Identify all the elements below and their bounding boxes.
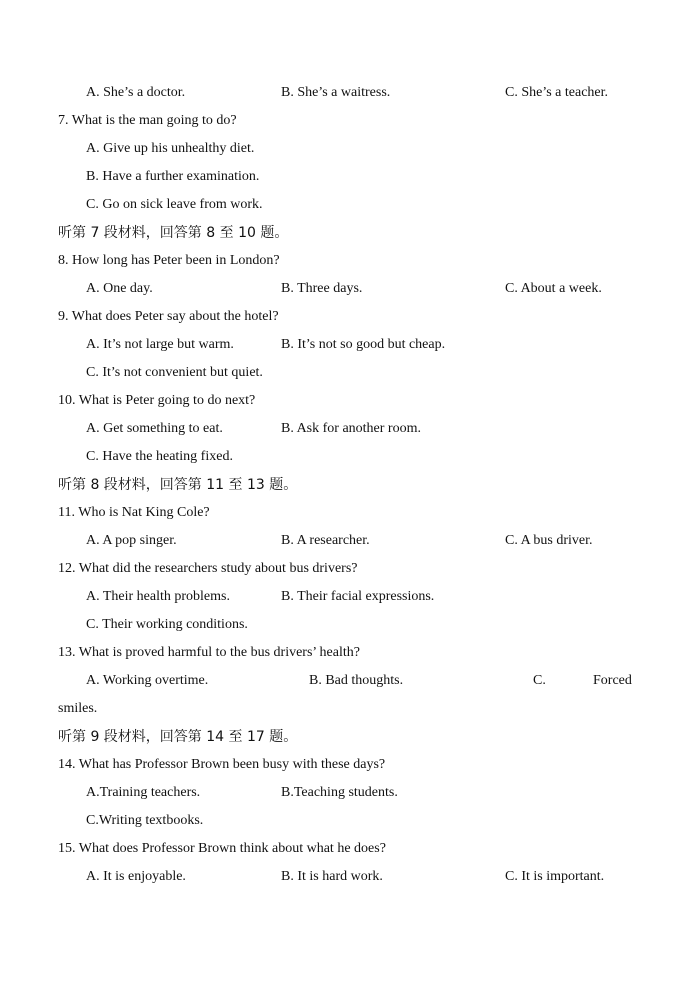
q14-option-b: B.Teaching students. (281, 785, 398, 800)
q11-option-a: A. A pop singer. (86, 533, 177, 548)
q13-option-c-text: Forced (593, 673, 632, 688)
q9-option-a: A. It’s not large but warm. (86, 337, 234, 352)
q11-option-c: C. A bus driver. (505, 533, 593, 548)
q9-option-c: C. It’s not convenient but quiet. (86, 365, 263, 380)
q13-option-c-letter: C. (533, 673, 546, 688)
q12-option-a: A. Their health problems. (86, 589, 230, 604)
q14-option-c: C.Writing textbooks. (86, 813, 204, 828)
q12-question: 12. What did the researchers study about bus drivers? (58, 561, 358, 576)
q10-question: 10. What is Peter going to do next? (58, 393, 256, 408)
q8-question: 8. How long has Peter been in London? (58, 253, 280, 268)
section-7-heading: 听第 7 段材料，回答第 8 至 10 题。 (58, 225, 289, 241)
q10-option-b: B. Ask for another room. (281, 421, 421, 436)
q8-option-b: B. Three days. (281, 281, 363, 296)
q6-option-c: C. She’s a teacher. (505, 85, 609, 100)
q11-option-b: B. A researcher. (281, 533, 370, 548)
q15-question: 15. What does Professor Brown think about what he does? (58, 841, 386, 856)
q11-question: 11. Who is Nat King Cole? (58, 505, 210, 520)
q12-option-b: B. Their facial expressions. (281, 589, 435, 604)
q7-option-a: A. Give up his unhealthy diet. (86, 141, 255, 156)
q7-question: 7. What is the man going to do? (58, 113, 237, 128)
q14-question: 14. What has Professor Brown been busy with these days? (58, 757, 386, 772)
q13-option-b: B. Bad thoughts. (309, 673, 404, 688)
q10-option-c: C. Have the heating fixed. (86, 449, 233, 464)
q13-option-c-wrap: smiles. (58, 701, 98, 716)
q13-option-a: A. Working overtime. (86, 673, 209, 688)
q6-option-a: A. She’s a doctor. (86, 85, 186, 100)
q7-option-b: B. Have a further examination. (86, 169, 260, 184)
q12-option-c: C. Their working conditions. (86, 617, 248, 632)
q15-option-a: A. It is enjoyable. (86, 869, 186, 884)
section-8-heading: 听第 8 段材料，回答第 11 至 13 题。 (58, 477, 298, 493)
q10-option-a: A. Get something to eat. (86, 421, 223, 436)
q8-option-c: C. About a week. (505, 281, 602, 296)
q15-option-b: B. It is hard work. (281, 869, 383, 884)
section-9-heading: 听第 9 段材料，回答第 14 至 17 题。 (58, 729, 298, 745)
q13-options-row (86, 672, 638, 690)
q13-question: 13. What is proved harmful to the bus drivers’ health? (58, 645, 360, 660)
q9-option-b: B. It’s not so good but cheap. (281, 337, 446, 352)
q14-option-a: A.Training teachers. (86, 785, 201, 800)
q15-option-c: C. It is important. (505, 869, 605, 884)
q7-option-c: C. Go on sick leave from work. (86, 197, 263, 212)
q9-question: 9. What does Peter say about the hotel? (58, 309, 279, 324)
q6-option-b: B. She’s a waitress. (281, 85, 391, 100)
q8-option-a: A. One day. (86, 281, 153, 296)
